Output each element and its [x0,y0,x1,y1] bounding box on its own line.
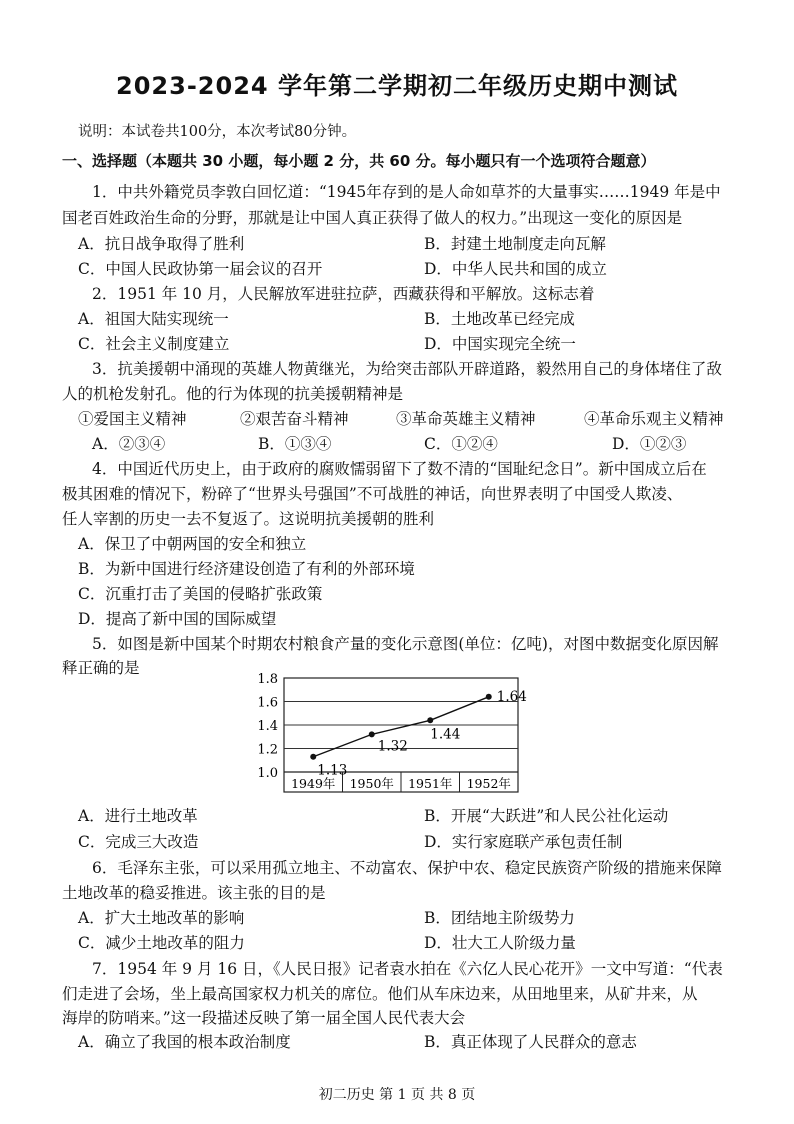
page-footer: 初二历史 第 1 页 共 8 页 [318,1087,476,1103]
q3-stem-line1: 3．抗美援朝中涌现的英雄人物黄继光，为给突击部队开辟道路，毅然用自己的身体堵住了敌 [92,360,722,378]
q3-statement-2: ②艰苦奋斗精神 [240,410,349,428]
q6-option-a: A．扩大土地改革的影响 [78,909,245,927]
q3-statement-3: ③革命英雄主义精神 [396,410,536,428]
x-tick-label: 1951年 [408,776,453,791]
q4-stem-line2: 极其困难的情况下，粉碎了“世界头号强国”不可战胜的神话，向世界表明了中国受人欺凌、 [62,485,683,503]
q4-stem-line3: 任人宰割的历史一去不复返了。这说明抗美援朝的胜利 [62,510,435,528]
y-tick-label: 1.0 [257,766,278,781]
q6-option-b: B．团结地主阶级势力 [424,909,575,927]
q5-stem-line1: 5．如图是新中国某个时期农村粮食产量的变化示意图(单位：亿吨)，对图中数据变化原因解 [92,635,719,653]
q1-option-a: A．抗日战争取得了胜利 [78,235,245,253]
q4-option-b: B．为新中国进行经济建设创造了有利的外部环境 [78,560,415,578]
y-tick-label: 1.4 [257,719,278,734]
section-heading: 一、选择题（本题共 30 小题，每小题 2 分，共 60 分。每小题只有一个选项符合题意） [62,152,656,170]
y-tick-label: 1.8 [257,672,278,687]
q3-option-a: A．②③④ [92,435,166,453]
data-label: 1.64 [496,688,527,705]
data-point [486,694,492,700]
data-label: 1.32 [377,738,408,755]
q2-option-d: D．中国实现完全统一 [424,335,576,353]
grain-output-chart [248,668,528,798]
q2-option-c: C．社会主义制度建立 [78,335,230,353]
q3-stem-line2: 人的机枪发射孔。他的行为体现的抗美援朝精神是 [62,385,404,403]
q2-option-a: A．祖国大陆实现统一 [78,310,229,328]
q6-option-d: D．壮大工人阶级力量 [424,934,576,952]
exam-note: 说明：本试卷共100分，本次考试80分钟。 [78,124,357,140]
q3-statement-4: ④革命乐观主义精神 [584,410,724,428]
q3-option-d: D．①②③ [612,435,687,453]
q5-option-d: D．实行家庭联产承包责任制 [424,833,623,851]
q3-statement-1: ①爱国主义精神 [78,410,187,428]
q5-option-a: A．进行土地改革 [78,807,198,825]
data-point [427,717,433,723]
q6-option-c: C．减少土地改革的阻力 [78,934,245,952]
q4-option-a: A．保卫了中朝两国的安全和独立 [78,535,307,553]
q4-stem-line1: 4．中国近代历史上，由于政府的腐败懦弱留下了数不清的“国耻纪念日”。新中国成立后在 [92,460,707,478]
q5-stem-line2: 释正确的是 [62,659,140,677]
data-point [369,731,375,737]
q1-option-d: D．中华人民共和国的成立 [424,260,607,278]
q4-option-d: D．提高了新中国的国际威望 [78,610,277,628]
q6-stem-line2: 土地改革的稳妥推进。该主张的目的是 [62,884,326,902]
q1-stem-line1: 1．中共外籍党员李敦白回忆道：“1945年存到的是人命如草芥的大量事实……1949 年是中 [92,183,721,201]
q1-stem-line2: 国老百姓政治生命的分野，那就是让中国人真正获得了做人的权力。”出现这一变化的原因是 [62,209,683,227]
q7-stem-line2: 们走进了会场，坐上最高国家权力机关的席位。他们从车床边来，从田地里来，从矿井来，从 [62,985,698,1003]
q7-stem-line3: 海岸的防哨来。”这一段描述反映了第一届全国人民代表大会 [62,1009,466,1027]
q3-option-c: C．①②④ [424,435,498,453]
q1-option-b: B．封建土地制度走向瓦解 [424,235,606,253]
q5-option-b: B．开展“大跃进”和人民公社化运动 [424,807,669,825]
data-label: 1.44 [430,726,461,743]
q2-stem-line1: 2．1951 年 10 月，人民解放军进驻拉萨，西藏获得和平解放。这标志着 [92,285,595,303]
y-tick-label: 1.2 [257,742,278,758]
q3-option-b: B．①③④ [258,435,332,453]
q1-option-c: C．中国人民政协第一届会议的召开 [78,260,323,278]
q4-option-c: C．沉重打击了美国的侵略扩张政策 [78,585,323,603]
q6-stem-line1: 6．毛泽东主张，可以采用孤立地主、不动富农、保护中农、稳定民族资产阶级的措施来保障 [92,859,722,877]
q5-option-c: C．完成三大改造 [78,833,199,851]
q7-stem-line1: 7．1954 年 9 月 16 日，《人民日报》记者袁水拍在《六亿人民心花开》一文中写道：“代表 [92,960,723,978]
x-tick-label: 1950年 [349,776,394,791]
y-tick-label: 1.6 [257,695,278,711]
data-label: 1.13 [317,762,348,779]
page-title: 2023-2024 学年第二学期初二年级历史期中测试 [116,72,678,100]
data-point [310,754,316,760]
x-tick-label: 1949年 [291,776,336,791]
q7-option-b: B．真正体现了人民群众的意志 [424,1033,637,1051]
q2-option-b: B．土地改革已经完成 [424,310,575,328]
x-tick-label: 1952年 [466,776,511,791]
q7-option-a: A．确立了我国的根本政治制度 [78,1033,291,1051]
